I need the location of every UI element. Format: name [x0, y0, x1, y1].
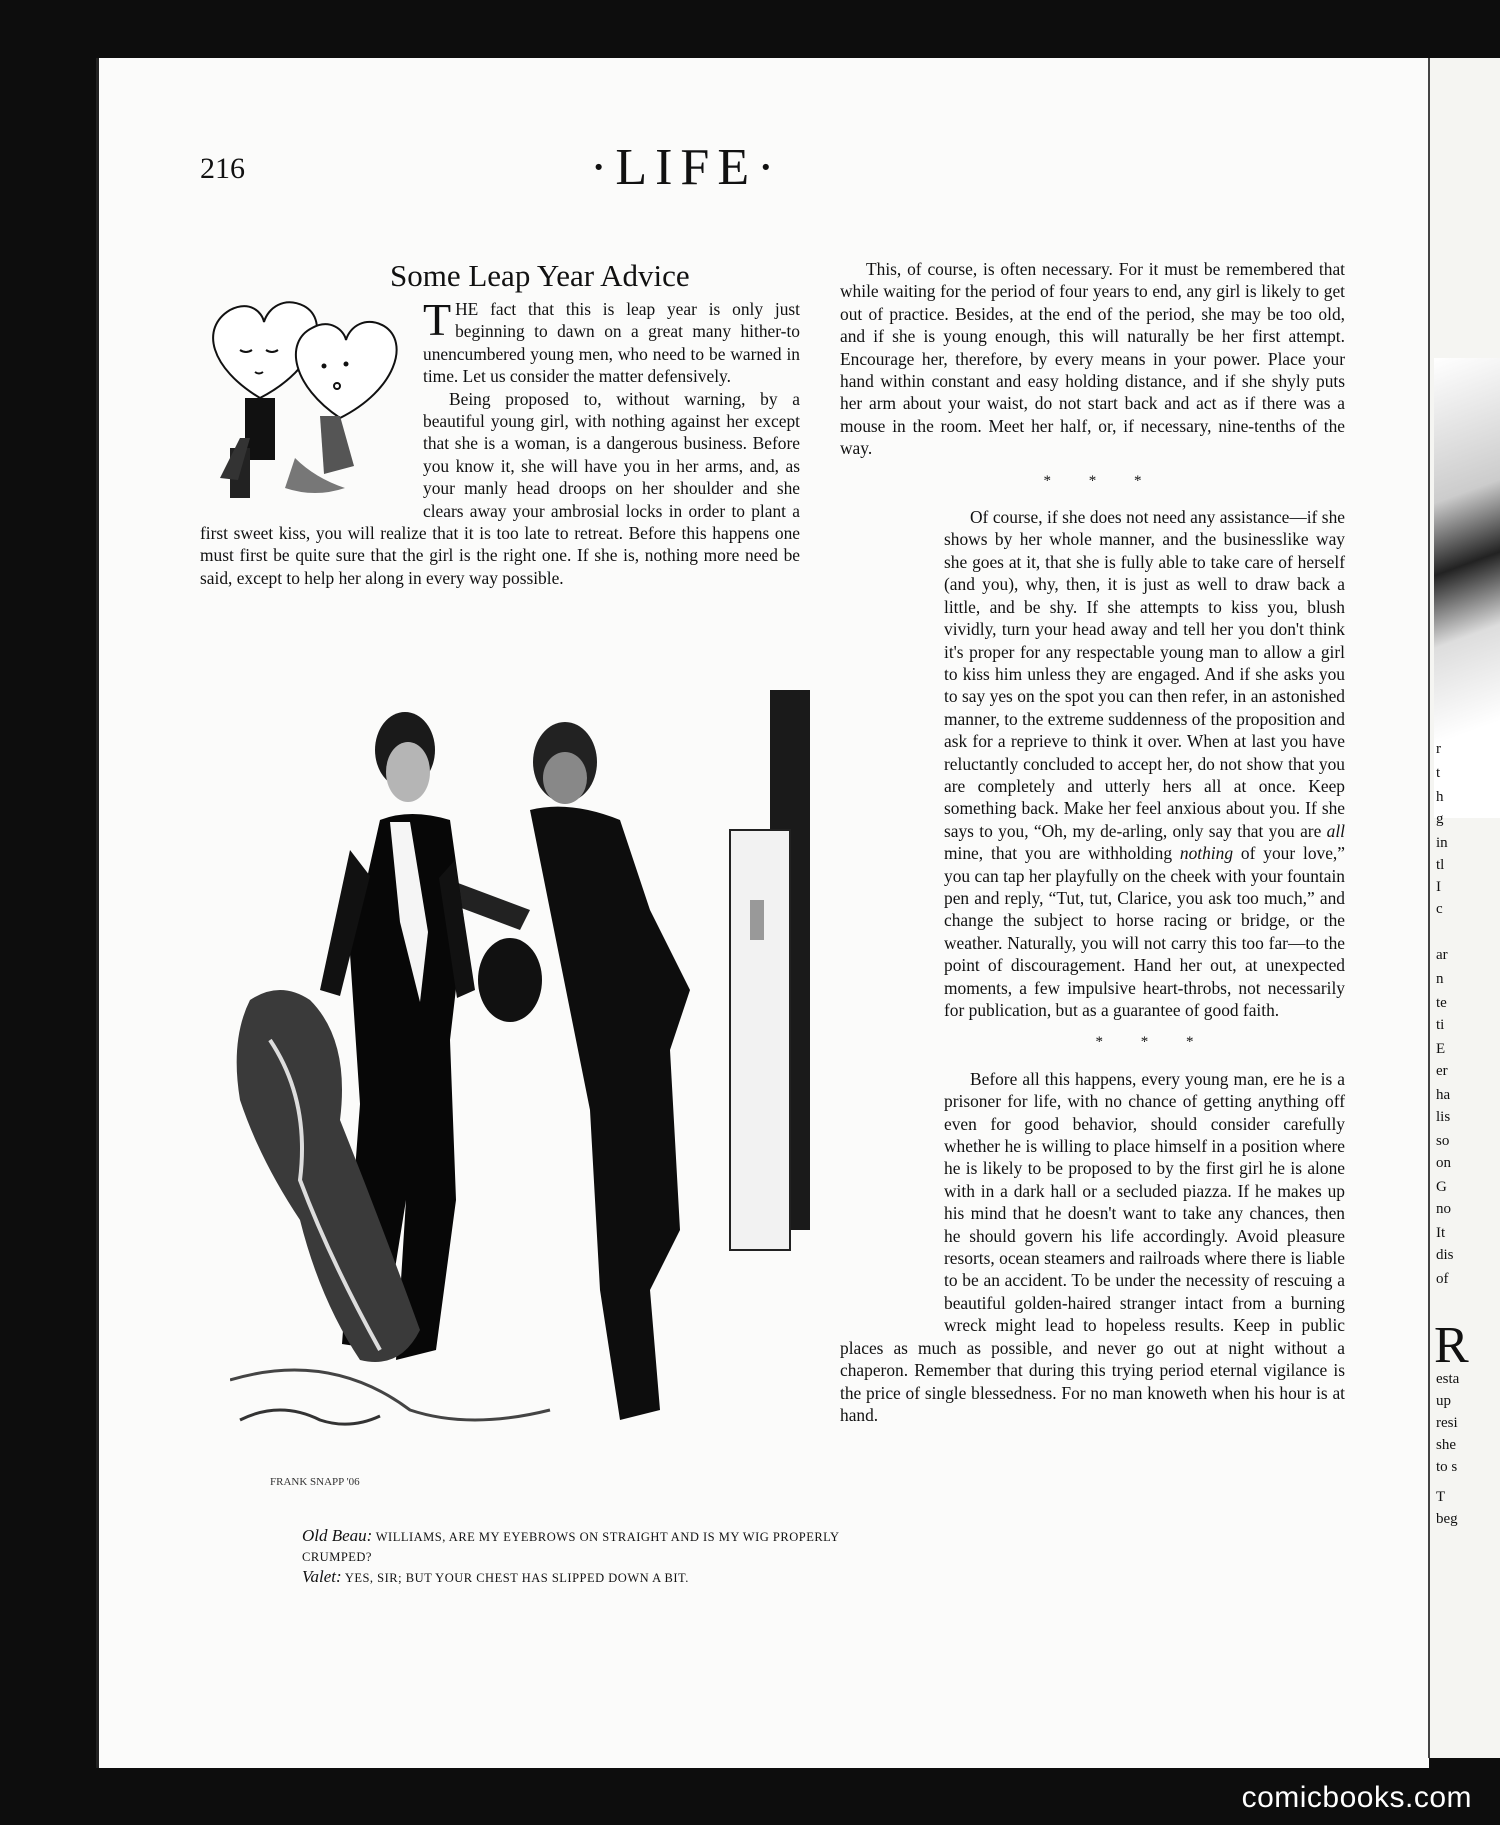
masthead-title: ·LIFE· — [590, 139, 783, 196]
next-page-illustration — [1434, 358, 1500, 818]
section-divider-2: * * * — [1095, 1034, 1194, 1051]
next-page-text-fragment: esta — [1436, 1371, 1460, 1387]
next-page-text-fragment: dis — [1436, 1247, 1454, 1263]
next-page-text-fragment: on — [1436, 1155, 1451, 1171]
beau-and-valet-drawing — [230, 680, 830, 1510]
next-page-text-fragment: so — [1436, 1133, 1450, 1149]
next-page-text-fragment: E — [1436, 1041, 1446, 1057]
illustration-caption — [298, 1526, 908, 1588]
next-page-text-fragment: she — [1436, 1437, 1456, 1453]
caption-speaker-2: Valet: — [302, 1567, 342, 1586]
next-page-edge — [1428, 58, 1500, 1758]
next-page-text-fragment: ha — [1436, 1087, 1451, 1103]
page-number: 216 — [200, 152, 245, 185]
next-page-text-fragment: in — [1436, 835, 1448, 851]
next-page-text-fragment: t — [1436, 765, 1441, 781]
next-page-text-fragment: ti — [1436, 1017, 1445, 1033]
paragraph-1: HE fact that this is leap year is only just beginning to dawn on a great many hither-to unencumbered young men, who need to be warned in time. Let us consider the matter defensively. — [423, 299, 800, 387]
next-page-text-fragment: beg — [1436, 1511, 1458, 1527]
right-column — [840, 258, 1345, 1426]
hearts-couple-drawing — [200, 298, 415, 513]
left-column — [200, 294, 800, 589]
watermark: comicbooks.com — [1241, 1781, 1472, 1814]
paragraph-4-part-c: of your love,” you can tap her playfully on the cheek with your fountain pen and reply, “Tut, tut, Clarice, you ask too much,” and change the subject to horse racing or bridge, or the weather. Naturally, you will not carry this too far—to the point of discouragement. Hand her out, at unexpected moments, a few impulsive heart-throbs, not necessarily for publication, but as a guarantee of good faith. — [944, 843, 1345, 1020]
caption-line-1: WILLIAMS, ARE MY EYEBROWS ON STRAIGHT AND IS MY WIG PROPERLY CRUMPED? — [302, 1530, 840, 1564]
next-page-text-fragment: er — [1436, 1063, 1448, 1079]
next-page-text-fragment: h — [1436, 789, 1444, 805]
next-page-text-fragment: te — [1436, 995, 1447, 1011]
next-page-text-fragment: c — [1436, 901, 1443, 917]
emphasis-all: all — [1326, 820, 1345, 841]
next-page-text-fragment: ar — [1436, 947, 1448, 963]
next-page-text-fragment: I — [1436, 879, 1441, 895]
section-divider: * * * — [1043, 472, 1142, 489]
paragraph-4-part-a: Of course, if she does not need any assistance—if she shows by her whole manner, and the businesslike way she goes at it, that she is fully able to take care of herself (and you), why, then, it is just as well to draw back a little, and be shy. If she attempts to kiss you, blush vividly, turn your head away and tell her you don't think it's proper for any respectable young man to allow a girl to kiss him unless they are engaged. And if she asks you to say yes on the spot you can then refer, in an astonished manner, to the extreme suddenness of the proposition and ask for a reprieve to think it over. When at last you have reluctantly concluded to accept her, do not show that you are completely and utterly hers all at once. Keep something back. Make her feel anxious about you. If she says to you, “Oh, my de-arling, only say that you are — [944, 507, 1345, 841]
paragraph-3: This, of course, is often necessary. For it must be remembered that while waiting for the period of four years to end, any girl is likely to get out of practice. Besides, at the end of the period, she may be too old, and if she is young enough, this will naturally be her first attempt. Encourage her, therefore, by every means in your power. Place your hand within constant and easy holding distance, and if she shyly puts her arm about your waist, do not start back and act as if there was a mouse in the room. Meet her half, or, if necessary, nine-tenths of the way. — [840, 259, 1345, 459]
caption-line-2: YES, SIR; BUT YOUR CHEST HAS SLIPPED DOWN A BIT. — [341, 1571, 689, 1585]
next-page-text-fragment: of — [1436, 1271, 1449, 1287]
next-page-text-fragment: up — [1436, 1393, 1451, 1409]
next-page-text-fragment: resi — [1436, 1415, 1458, 1431]
next-page-text-fragment: r — [1436, 741, 1441, 757]
next-page-text-fragment: n — [1436, 971, 1444, 987]
next-page-text-fragment: T — [1436, 1489, 1446, 1505]
emphasis-nothing: nothing — [1179, 843, 1234, 864]
next-page-text-fragment: lis — [1436, 1109, 1451, 1125]
old-beau-illustration — [230, 680, 830, 1510]
next-page-text-fragment: tl — [1436, 857, 1445, 873]
next-page-text-fragment: It — [1436, 1225, 1446, 1241]
illustration-spacer — [840, 506, 944, 1336]
article-title: Some Leap Year Advice — [390, 258, 690, 293]
next-page-text-fragment: to s — [1436, 1459, 1458, 1475]
drop-cap: T — [423, 294, 452, 345]
paragraph-4-part-b: mine, that you are withholding — [944, 843, 1180, 864]
next-page-text-fragment: g — [1436, 811, 1444, 827]
next-page-text-fragment: no — [1436, 1201, 1451, 1217]
artist-signature: FRANK SNAPP '06 — [270, 1476, 360, 1488]
hearts-vignette — [200, 298, 415, 513]
next-page-text-fragment: G — [1436, 1179, 1447, 1195]
paragraph-5: Before all this happens, every young man, ere he is a prisoner for life, with no chance of getting anything off even for good behavior, should consider carefully whether he is willing to place himself in a position where he is likely to be proposed to by the first girl he is alone with in a dark hall or a secluded piazza. If he makes up his mind that he doesn't want to take any chances, then he should govern his life accordingly. Avoid pleasure resorts, ocean steamers and railroads where there is liable to be an accident. To be under the necessity of rescuing a beautiful golden-haired stranger intact from a burning wreck might lead to hopeless results. Keep in public places as much as possible, and never go out at night without a chaperon. Remember that during this trying period eternal vigilance is the price of single blessedness. For no man knoweth when his hour is at hand. — [840, 1068, 1345, 1425]
caption-speaker-1: Old Beau: — [302, 1526, 373, 1545]
next-page-text-fragment: R — [1434, 1317, 1469, 1374]
paragraph-2: Being proposed to, without warning, by a beautiful young girl, with nothing against her except that she is a woman, is a dangerous business. Before you know it, she will have you in her arms, and, as your manly head droops on her shoulder and she clears away your ambrosial locks in order to plant a first sweet kiss, you will realize that it is too late to retreat. Before this happens one must first be quite sure that the girl is the right one. If she is, nothing more need be said, except to help her along in every way possible. — [200, 388, 800, 588]
